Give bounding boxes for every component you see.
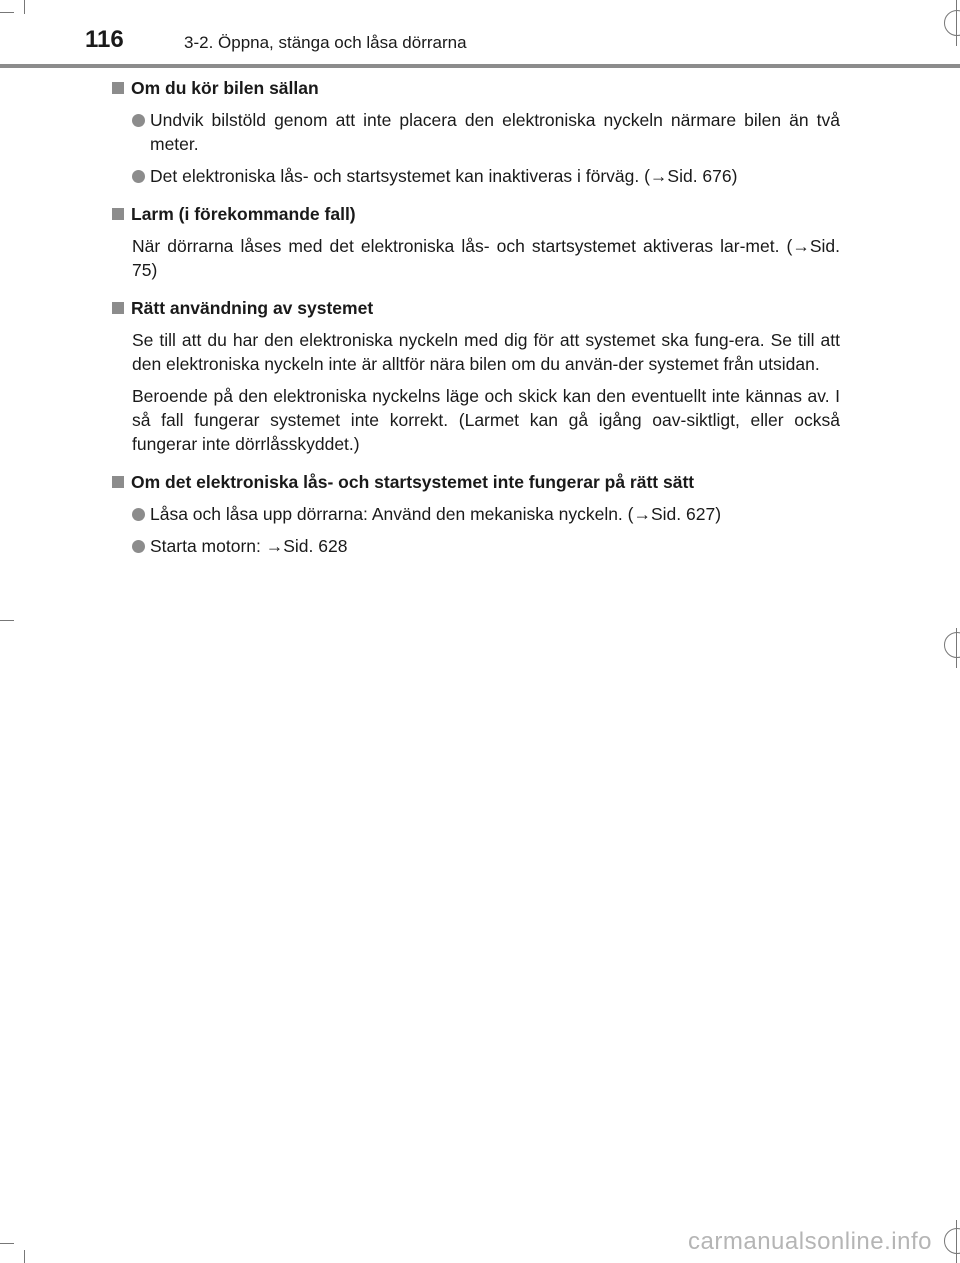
registration-mark-bottom-right [944, 1228, 960, 1254]
chapter-title: 3-2. Öppna, stänga och låsa dörrarna [184, 33, 467, 52]
paragraph: Se till att du har den elektroniska nyckeln med dig för att systemet ska fung-era. Se till att den elektroniska nyckeln inte är alltför nära bilen om du använ-der systemet från utsidan. [132, 330, 840, 374]
section-alarm [112, 202, 840, 282]
section-heading [112, 202, 840, 226]
page-content [112, 76, 840, 566]
section-heading-text: Om det elektroniska lås- och startsystemet inte fungerar på rätt sätt [131, 472, 695, 492]
list-item [132, 502, 840, 526]
section-heading [112, 296, 840, 320]
section-heading-text: Rätt användning av systemet [131, 298, 374, 318]
section-malfunction [112, 470, 840, 558]
list-item [132, 108, 840, 156]
crop-mark-bottom-left-v [24, 1250, 25, 1263]
crop-mark-bottom-left [0, 1243, 14, 1244]
circle-bullet-icon [132, 114, 145, 127]
crop-mark-mid-right [956, 628, 957, 668]
page-number: 116 [85, 26, 124, 53]
crop-mark-bottom-right [956, 1220, 957, 1263]
registration-mark-top-right [944, 10, 960, 36]
list-item-text: Det elektroniska lås- och startsystemet kan inaktiveras i förväg. (→Sid. 676) [150, 166, 738, 186]
square-bullet-icon [112, 208, 124, 220]
crop-mark-mid-left [0, 620, 14, 621]
list-item-text: Låsa och låsa upp dörrarna: Använd den mekaniska nyckeln. (→Sid. 627) [150, 504, 722, 524]
square-bullet-icon [112, 82, 124, 94]
section-heading-text: Om du kör bilen sällan [131, 78, 319, 98]
header-rule [0, 64, 960, 68]
circle-bullet-icon [132, 508, 145, 521]
list-item-text: Starta motorn: →Sid. 628 [150, 536, 348, 556]
watermark: carmanualsonline.info [688, 1228, 932, 1255]
paragraph: Beroende på den elektroniska nyckelns läge och skick kan den eventuellt inte kännas av. I så fall fungerar systemet inte korrekt. (Larmet kan gå igång oav-siktligt, eller också fungerar inte dörrlåsskyddet.) [132, 386, 840, 454]
section-heading [112, 76, 840, 100]
circle-bullet-icon [132, 170, 145, 183]
paragraph: När dörrarna låses med det elektroniska lås- och startsystemet aktiveras lar-met. (→Sid. 75) [132, 236, 840, 280]
square-bullet-icon [112, 476, 124, 488]
section-heading [112, 470, 840, 494]
section-heading-text: Larm (i förekommande fall) [131, 204, 356, 224]
circle-bullet-icon [132, 540, 145, 553]
section-correct-use [112, 296, 840, 456]
list-item [132, 534, 840, 558]
crop-mark-top-left [0, 12, 14, 13]
crop-mark-top-left-v [24, 0, 25, 14]
list-item-text: Undvik bilstöld genom att inte placera den elektroniska nyckeln närmare bilen än två meter. [150, 110, 840, 154]
section-rarely-used [112, 76, 840, 188]
registration-mark-mid-right [944, 632, 960, 658]
square-bullet-icon [112, 302, 124, 314]
list-item [132, 164, 840, 188]
crop-mark-top-right [956, 0, 957, 46]
